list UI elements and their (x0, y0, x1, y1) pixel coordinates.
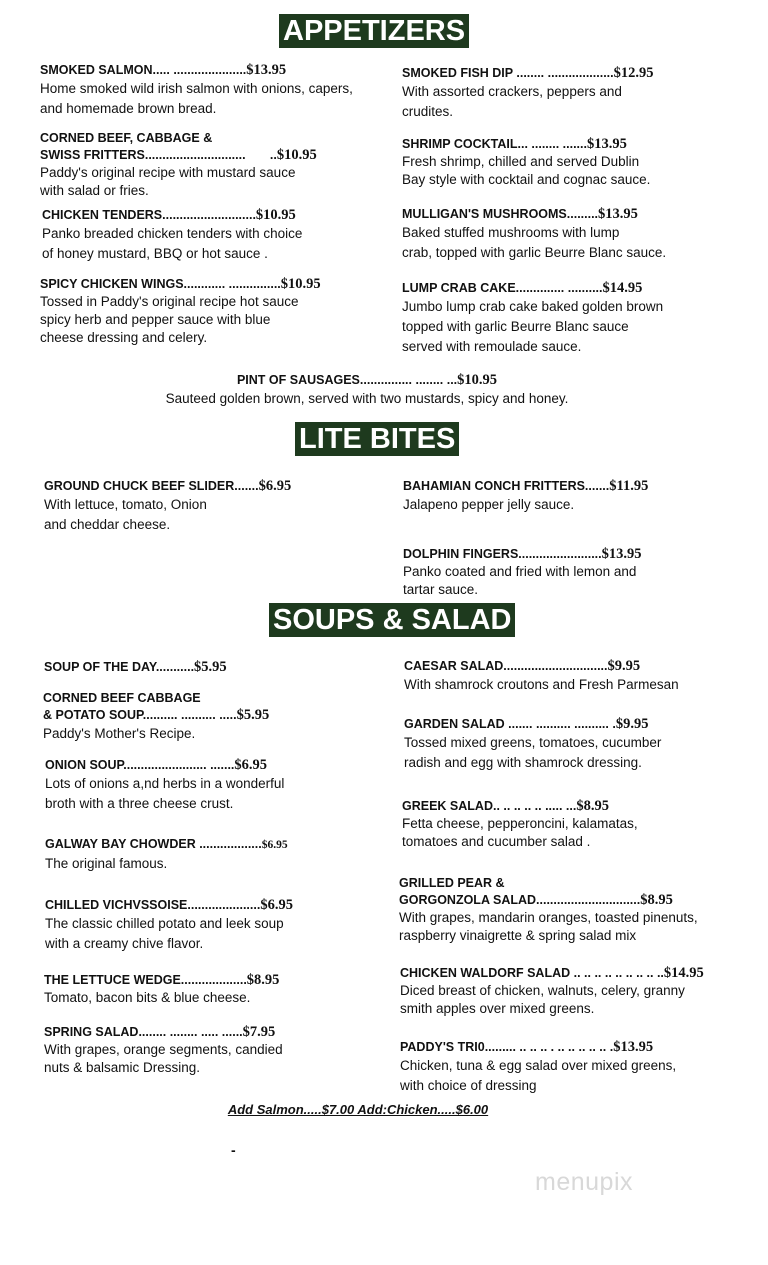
item-price: $9.95 (607, 658, 641, 674)
item-desc: and cheddar cheese. (44, 517, 171, 532)
item-desc: With lettuce, tomato, Onion (44, 497, 207, 512)
item-name: CORNED BEEF CABBAGE (43, 691, 201, 705)
item-desc: radish and egg with shamrock dressing. (404, 755, 642, 770)
item-desc: spicy herb and pepper sauce with blue (40, 312, 271, 327)
item-desc: crudites. (402, 104, 454, 119)
item-name: GORGONZOLA SALAD.............................. (399, 893, 641, 907)
item-name: THE LETTUCE WEDGE................... (44, 973, 247, 987)
item-desc: with choice of dressing (400, 1078, 537, 1093)
item-desc: Tossed mixed greens, tomatoes, cucumber (404, 735, 662, 750)
item-price: $10.95 (255, 207, 296, 223)
item-price: $8.95 (246, 972, 280, 988)
item-price: $11.95 (609, 478, 649, 494)
item-desc: Paddy's Mother's Recipe. (43, 726, 196, 741)
item-desc: cheese dressing and celery. (40, 330, 208, 345)
item-desc: With grapes, orange segments, candied (44, 1042, 283, 1057)
menu-item (45, 836, 288, 874)
menu-item (400, 965, 704, 1018)
item-desc: tartar sauce. (403, 582, 479, 597)
item-name: CAESAR SALAD.............................. (404, 659, 608, 673)
item-desc: Panko coated and fried with lemon and (403, 564, 637, 579)
item-price: $9.95 (615, 716, 649, 732)
item-name: CHILLED VICHVSSOISE..................... (45, 898, 261, 912)
item-price: $7.95 (242, 1024, 276, 1040)
item-price: $5.95 (236, 707, 270, 723)
item-price: $5.95 (194, 659, 227, 675)
add-protein-note: Add Salmon.....$7.00 Add:Chicken.....$6.00 (227, 1102, 489, 1117)
menu-item (44, 659, 227, 676)
menu-item (43, 690, 269, 744)
item-name: LUMP CRAB CAKE.............. .......... (402, 281, 603, 295)
item-desc: smith apples over mixed greens. (400, 1001, 595, 1016)
item-price: $13.95 (586, 136, 627, 152)
menu-item (402, 280, 663, 357)
item-price: $8.95 (576, 798, 609, 814)
item-name: PADDY'S TRI0......... .. .. .. . .. .. .. .. .. . (400, 1040, 614, 1054)
menu-item (40, 130, 317, 200)
item-name: SMOKED SALMON..... ..................... (40, 63, 247, 77)
item-name: CHICKEN WALDORF SALAD .. .. .. .. .. .. .. .. .. (400, 966, 664, 980)
item-name: SWISS FRITTERS............................. .. (40, 148, 277, 162)
item-price: $6.95 (234, 757, 268, 773)
item-price: $10.95 (276, 147, 317, 163)
item-price: $6.95 (258, 478, 292, 494)
item-name: CHICKEN TENDERS........................... (42, 208, 256, 222)
item-price: $13.95 (613, 1039, 654, 1055)
item-desc: Fetta cheese, pepperoncini, kalamatas, (402, 816, 638, 831)
menu-item (403, 478, 648, 515)
item-desc: The original famous. (45, 856, 168, 871)
menu-item (42, 207, 302, 264)
item-desc: nuts & balsamic Dressing. (44, 1060, 201, 1075)
menu-item (402, 798, 638, 851)
item-desc: Jumbo lump crab cake baked golden brown (402, 299, 664, 314)
item-price: $14.95 (602, 280, 643, 296)
item-desc: With shamrock croutons and Fresh Parmesan (404, 677, 679, 692)
item-desc: Panko breaded chicken tenders with choice (42, 226, 303, 241)
item-name: GALWAY BAY CHOWDER .................. (45, 837, 262, 851)
item-desc: Bay style with cocktail and cognac sauce. (402, 172, 651, 187)
menu-item (400, 1039, 676, 1096)
item-desc: broth with a three cheese crust. (45, 796, 234, 811)
item-desc: Lots of onions a,nd herbs in a wonderful (45, 776, 285, 791)
item-desc: raspberry vinaigrette & spring salad mix (399, 928, 637, 943)
item-desc: Jalapeno pepper jelly sauce. (403, 497, 575, 512)
item-desc: With grapes, mandarin oranges, toasted pinenuts, (399, 910, 698, 925)
item-desc: with a creamy chive flavor. (45, 936, 204, 951)
item-name: GROUND CHUCK BEEF SLIDER....... (44, 479, 259, 493)
item-name: DOLPHIN FINGERS........................ (403, 547, 602, 561)
menu-item (404, 716, 661, 773)
item-price: $6.95 (261, 839, 288, 851)
item-desc: Paddy's original recipe with mustard sauce (40, 165, 296, 180)
menu-item (40, 62, 353, 119)
item-price: $10.95 (457, 372, 498, 388)
item-desc: crab, topped with garlic Beurre Blanc sauce. (402, 245, 667, 260)
item-desc: The classic chilled potato and leek soup (45, 916, 284, 931)
item-desc: Tossed in Paddy's original recipe hot sauce (40, 294, 299, 309)
item-desc: With assorted crackers, peppers and (402, 84, 622, 99)
item-name: ONION SOUP........................ ....... (45, 758, 235, 772)
item-desc: of honey mustard, BBQ or hot sauce . (42, 246, 268, 261)
menu-item (402, 206, 666, 263)
item-name: SOUP OF THE DAY........... (44, 660, 195, 674)
item-price: $8.95 (640, 892, 673, 908)
item-desc: Chicken, tuna & egg salad over mixed greens, (400, 1058, 677, 1073)
item-desc: Fresh shrimp, chilled and served Dublin (402, 154, 640, 169)
item-desc: tomatoes and cucumber salad . (402, 834, 591, 849)
item-desc: Home smoked wild irish salmon with onions, capers, (40, 81, 353, 96)
menu-item (40, 276, 321, 347)
menu-item (403, 546, 642, 599)
menu-item (44, 478, 291, 535)
watermark: menupix (535, 1168, 633, 1196)
item-desc: Tomato, bacon bits & blue cheese. (44, 990, 251, 1005)
item-price: $13.95 (246, 62, 287, 78)
menu-item (402, 65, 653, 122)
item-name: CORNED BEEF, CABBAGE & (40, 131, 213, 145)
menu-item (45, 897, 293, 954)
menu-item (44, 1024, 283, 1077)
dash-mark: - (231, 1142, 236, 1158)
section-title-lite-bites: LITE BITES (295, 422, 459, 456)
item-price: $10.95 (280, 276, 321, 292)
menu-item (404, 658, 679, 695)
item-price: $12.95 (613, 65, 654, 81)
item-desc: topped with garlic Beurre Blanc sauce (402, 319, 629, 334)
item-desc: with salad or fries. (40, 183, 149, 198)
item-name: BAHAMIAN CONCH FRITTERS....... (403, 479, 610, 493)
item-name: SMOKED FISH DIP ........ ................... (402, 66, 614, 80)
item-name: GRILLED PEAR & (399, 876, 505, 890)
menu-item (45, 757, 284, 814)
item-desc: Baked stuffed mushrooms with lump (402, 225, 620, 240)
item-name: SHRIMP COCKTAIL... ........ ....... (402, 137, 587, 151)
item-name: MULLIGAN'S MUSHROOMS......... (402, 207, 599, 221)
item-price: $14.95 (663, 965, 704, 981)
item-name: & POTATO SOUP.......... .......... ..... (43, 708, 237, 722)
item-desc: Sauteed golden brown, served with two mustards, spicy and honey. (165, 391, 569, 406)
item-price: $13.95 (601, 546, 642, 562)
section-title-appetizers: APPETIZERS (279, 14, 469, 48)
item-name: SPICY CHICKEN WINGS............ ............... (40, 277, 281, 291)
menu-item (402, 136, 650, 189)
item-price: $13.95 (598, 206, 638, 222)
item-desc: Diced breast of chicken, walnuts, celery, granny (400, 983, 685, 998)
menu-item (0, 372, 734, 409)
menu-item (399, 875, 698, 945)
item-price: $6.95 (260, 897, 293, 913)
item-name: PINT OF SAUSAGES............... ........ ... (236, 373, 458, 387)
section-title-soups-salad: SOUPS & SALAD (269, 603, 515, 637)
item-desc: and homemade brown bread. (40, 101, 217, 116)
item-name: GREEK SALAD.. .. .. .. .. ..... ... (402, 799, 577, 813)
menu-item (44, 972, 279, 1007)
item-name: SPRING SALAD........ ........ ..... ...... (44, 1025, 243, 1039)
item-desc: served with remoulade sauce. (402, 339, 582, 354)
item-name: GARDEN SALAD ....... .......... .......... . (404, 717, 616, 731)
